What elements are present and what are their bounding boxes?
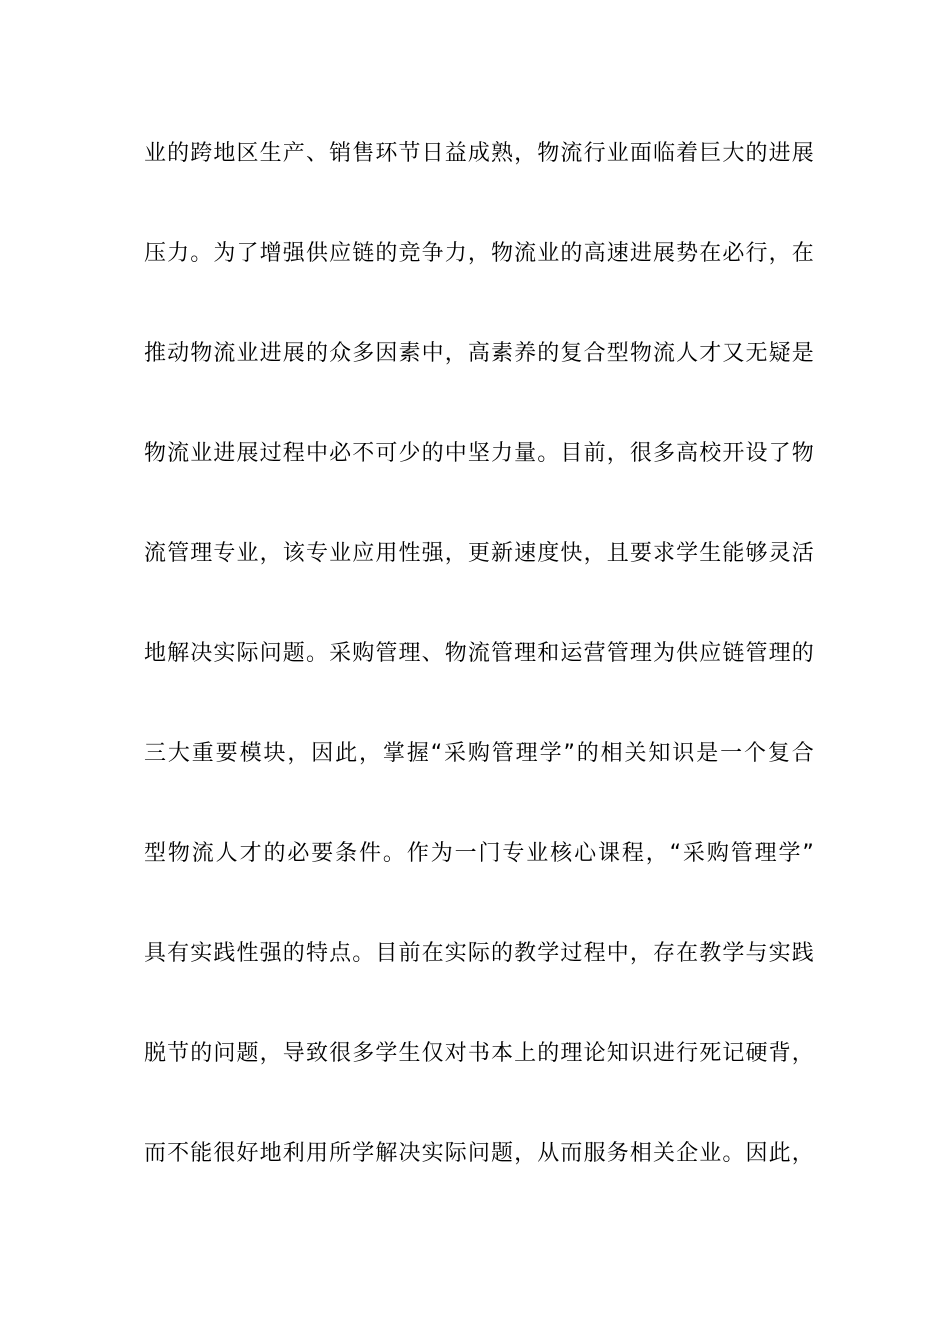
text-line: 地解决实际问题。采购管理、物流管理和运营管理为供应链管理的 <box>144 641 814 666</box>
text-line: 而不能很好地利用所学解决实际问题，从而服务相关企业。因此， <box>144 1141 814 1166</box>
text-line: 业的跨地区生产、销售环节日益成熟，物流行业面临着巨大的进展 <box>144 141 814 166</box>
body-paragraph <box>144 131 814 1231</box>
text-line: 流管理专业，该专业应用性强，更新速度快，且要求学生能够灵活 <box>144 541 814 566</box>
text-line: 脱节的问题，导致很多学生仅对书本上的理论知识进行死记硬背， <box>144 1041 814 1066</box>
text-line: 型物流人才的必要条件。作为一门专业核心课程，“采购管理学” <box>144 841 814 866</box>
text-line: 压力。为了增强供应链的竞争力，物流业的高速进展势在必行，在 <box>144 241 814 266</box>
text-line: 三大重要模块，因此，掌握“采购管理学”的相关知识是一个复合 <box>144 741 814 766</box>
text-line: 具有实践性强的特点。目前在实际的教学过程中，存在教学与实践 <box>144 941 814 966</box>
text-line: 推动物流业进展的众多因素中，高素养的复合型物流人才又无疑是 <box>144 341 814 366</box>
text-line: 物流业进展过程中必不可少的中坚力量。目前，很多高校开设了物 <box>144 441 814 466</box>
